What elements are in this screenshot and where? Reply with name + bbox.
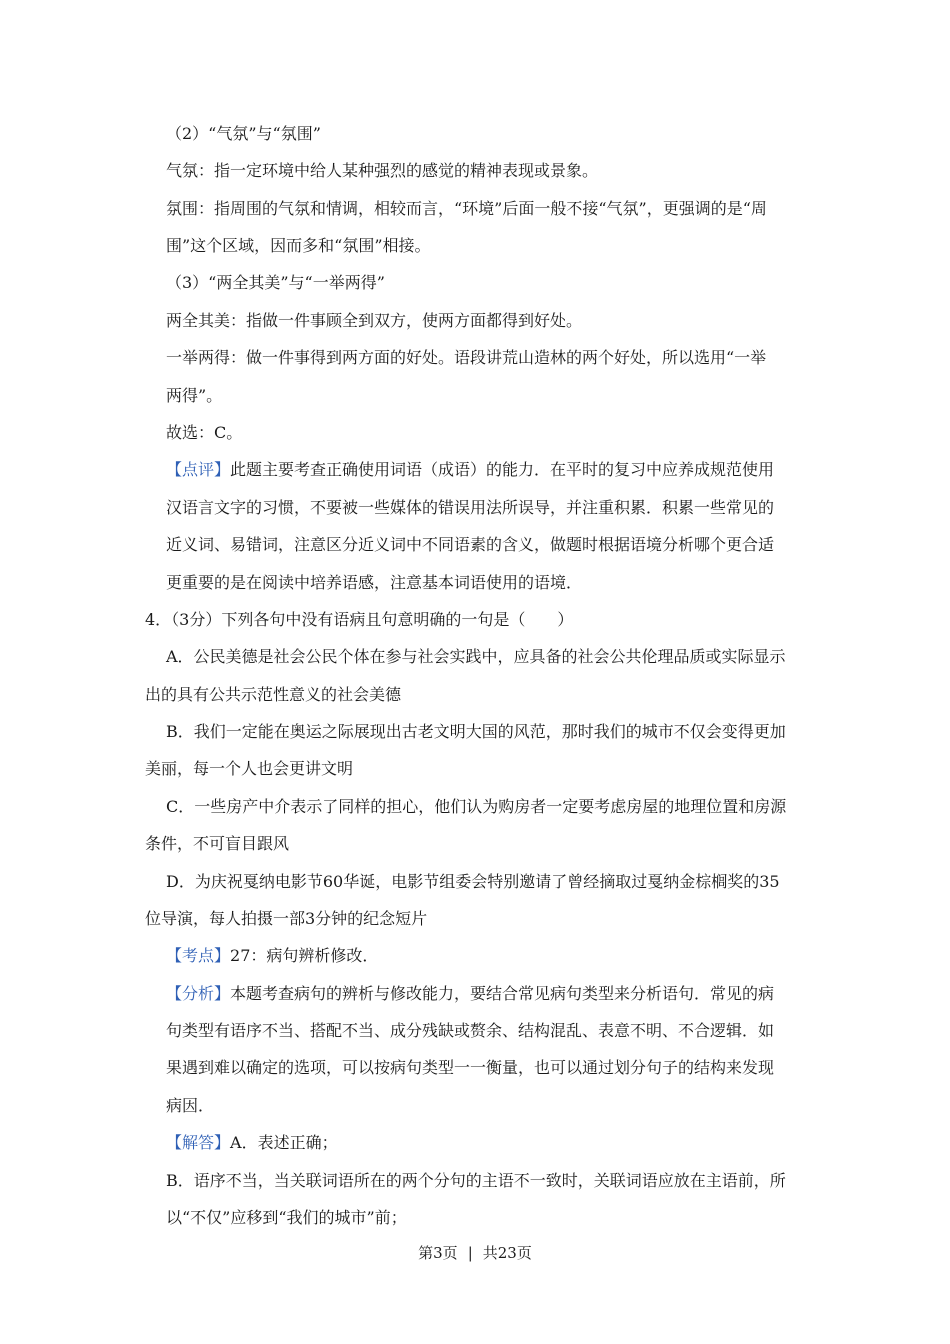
fenxi-line2: 句类型有语序不当、搭配不当、成分残缺或赘余、结构混乱、表意不明、不合逻辑．如 [166, 1021, 775, 1040]
comment-line2: 汉语言文字的习惯，不要被一些媒体的错误用法所误导，并注重积累．积累一些常见的 [166, 498, 775, 517]
paragraph-yiju-definition-line2: 两得”。 [166, 386, 223, 405]
option-d-line1: D．为庆祝戛纳电影节60华诞，电影节组委会特别邀请了曾经摘取过戛纳金棕榈奖的35 [166, 872, 780, 891]
option-c-line1: C．一些房产中介表示了同样的担心，他们认为购房者一定要考虑房屋的地理位置和房源 [166, 797, 787, 816]
comment-line3: 近义词、易错词，注意区分近义词中不同语素的含义，做题时根据语境分析哪个更合适 [166, 535, 775, 554]
page-number: 第3页 [418, 1244, 458, 1262]
subheading-qifen-fenwei: （2）“气氛”与“氛围” [166, 124, 321, 143]
paragraph-yiju-definition-line1: 一举两得：做一件事得到两方面的好处。语段讲荒山造林的两个好处，所以选用“一举 [166, 348, 767, 367]
paragraph-fenwei-definition-line2: 围”这个区域，因而多和“氛围”相接。 [166, 236, 431, 255]
fenxi-line4: 病因． [166, 1096, 215, 1115]
comment-line1 [166, 459, 774, 481]
paragraph-liangquan-definition: 两全其美：指做一件事顾全到双方，使两方面都得到好处。 [166, 311, 583, 330]
fenxi-tag: 【分析】 [166, 984, 231, 1003]
fenxi-line3: 果遇到难以确定的选项，可以按病句类型一一衡量，也可以通过划分句子的结构来发现 [166, 1058, 775, 1077]
option-b-line1: B．我们一定能在奥运之际展现出古老文明大国的风范，那时我们的城市不仅会变得更加 [166, 722, 786, 741]
paragraph-fenwei-definition-line1: 氛围：指周围的气氛和情调，相较而言，“环境”后面一般不接“气氛”，更强调的是“周 [166, 199, 767, 218]
paragraph-qifen-definition: 气氛：指一定环境中给人某种强烈的感觉的精神表现或景象。 [166, 161, 599, 180]
total-pages: 共23页 [482, 1244, 532, 1262]
comment-tag: 【点评】 [166, 460, 231, 479]
fenxi-line1 [166, 983, 774, 1005]
jieda-text1: A．表述正确； [230, 1133, 338, 1152]
page-footer [0, 1243, 950, 1263]
subheading-liangquan-yiju: （3）“两全其美”与“一举两得” [166, 273, 385, 292]
jieda-tag: 【解答】 [166, 1133, 231, 1152]
answer-choice: 故选：C。 [166, 423, 243, 442]
comment-text1: 此题主要考查正确使用词语（成语）的能力．在平时的复习中应养成规范使用 [230, 460, 775, 479]
fenxi-text1: 本题考查病句的辨析与修改能力，要结合常见病句类型来分析语句．常见的病 [230, 984, 775, 1003]
option-a-line2: 出的具有公共示范性意义的社会美德 [145, 685, 402, 704]
jieda-line3: 以“不仅”应移到“我们的城市”前； [166, 1208, 407, 1227]
option-d-line2: 位导演，每人拍摄一部3分钟的纪念短片 [145, 909, 428, 928]
jieda-line2: B．语序不当，当关联词语所在的两个分句的主语不一致时，关联词语应放在主语前，所 [166, 1171, 786, 1190]
jieda-line1 [166, 1132, 338, 1154]
option-b-line2: 美丽，每一个人也会更讲文明 [145, 759, 354, 778]
kaodian-text: 27：病句辨析修改． [230, 946, 379, 965]
kaodian-line [166, 945, 378, 967]
comment-line4: 更重要的是在阅读中培养语感，注意基本词语使用的语境． [166, 573, 583, 592]
option-c-line2: 条件，不可盲目跟风 [145, 834, 290, 853]
kaodian-tag: 【考点】 [166, 946, 231, 965]
option-a-line1: A．公民美德是社会公民个体在参与社会实践中，应具备的社会公共伦理品质或实际显示 [166, 647, 786, 666]
question4-stem: 4．（3分）下列各句中没有语病且句意明确的一句是（ ） [145, 610, 574, 629]
footer-separator: | [467, 1244, 473, 1262]
